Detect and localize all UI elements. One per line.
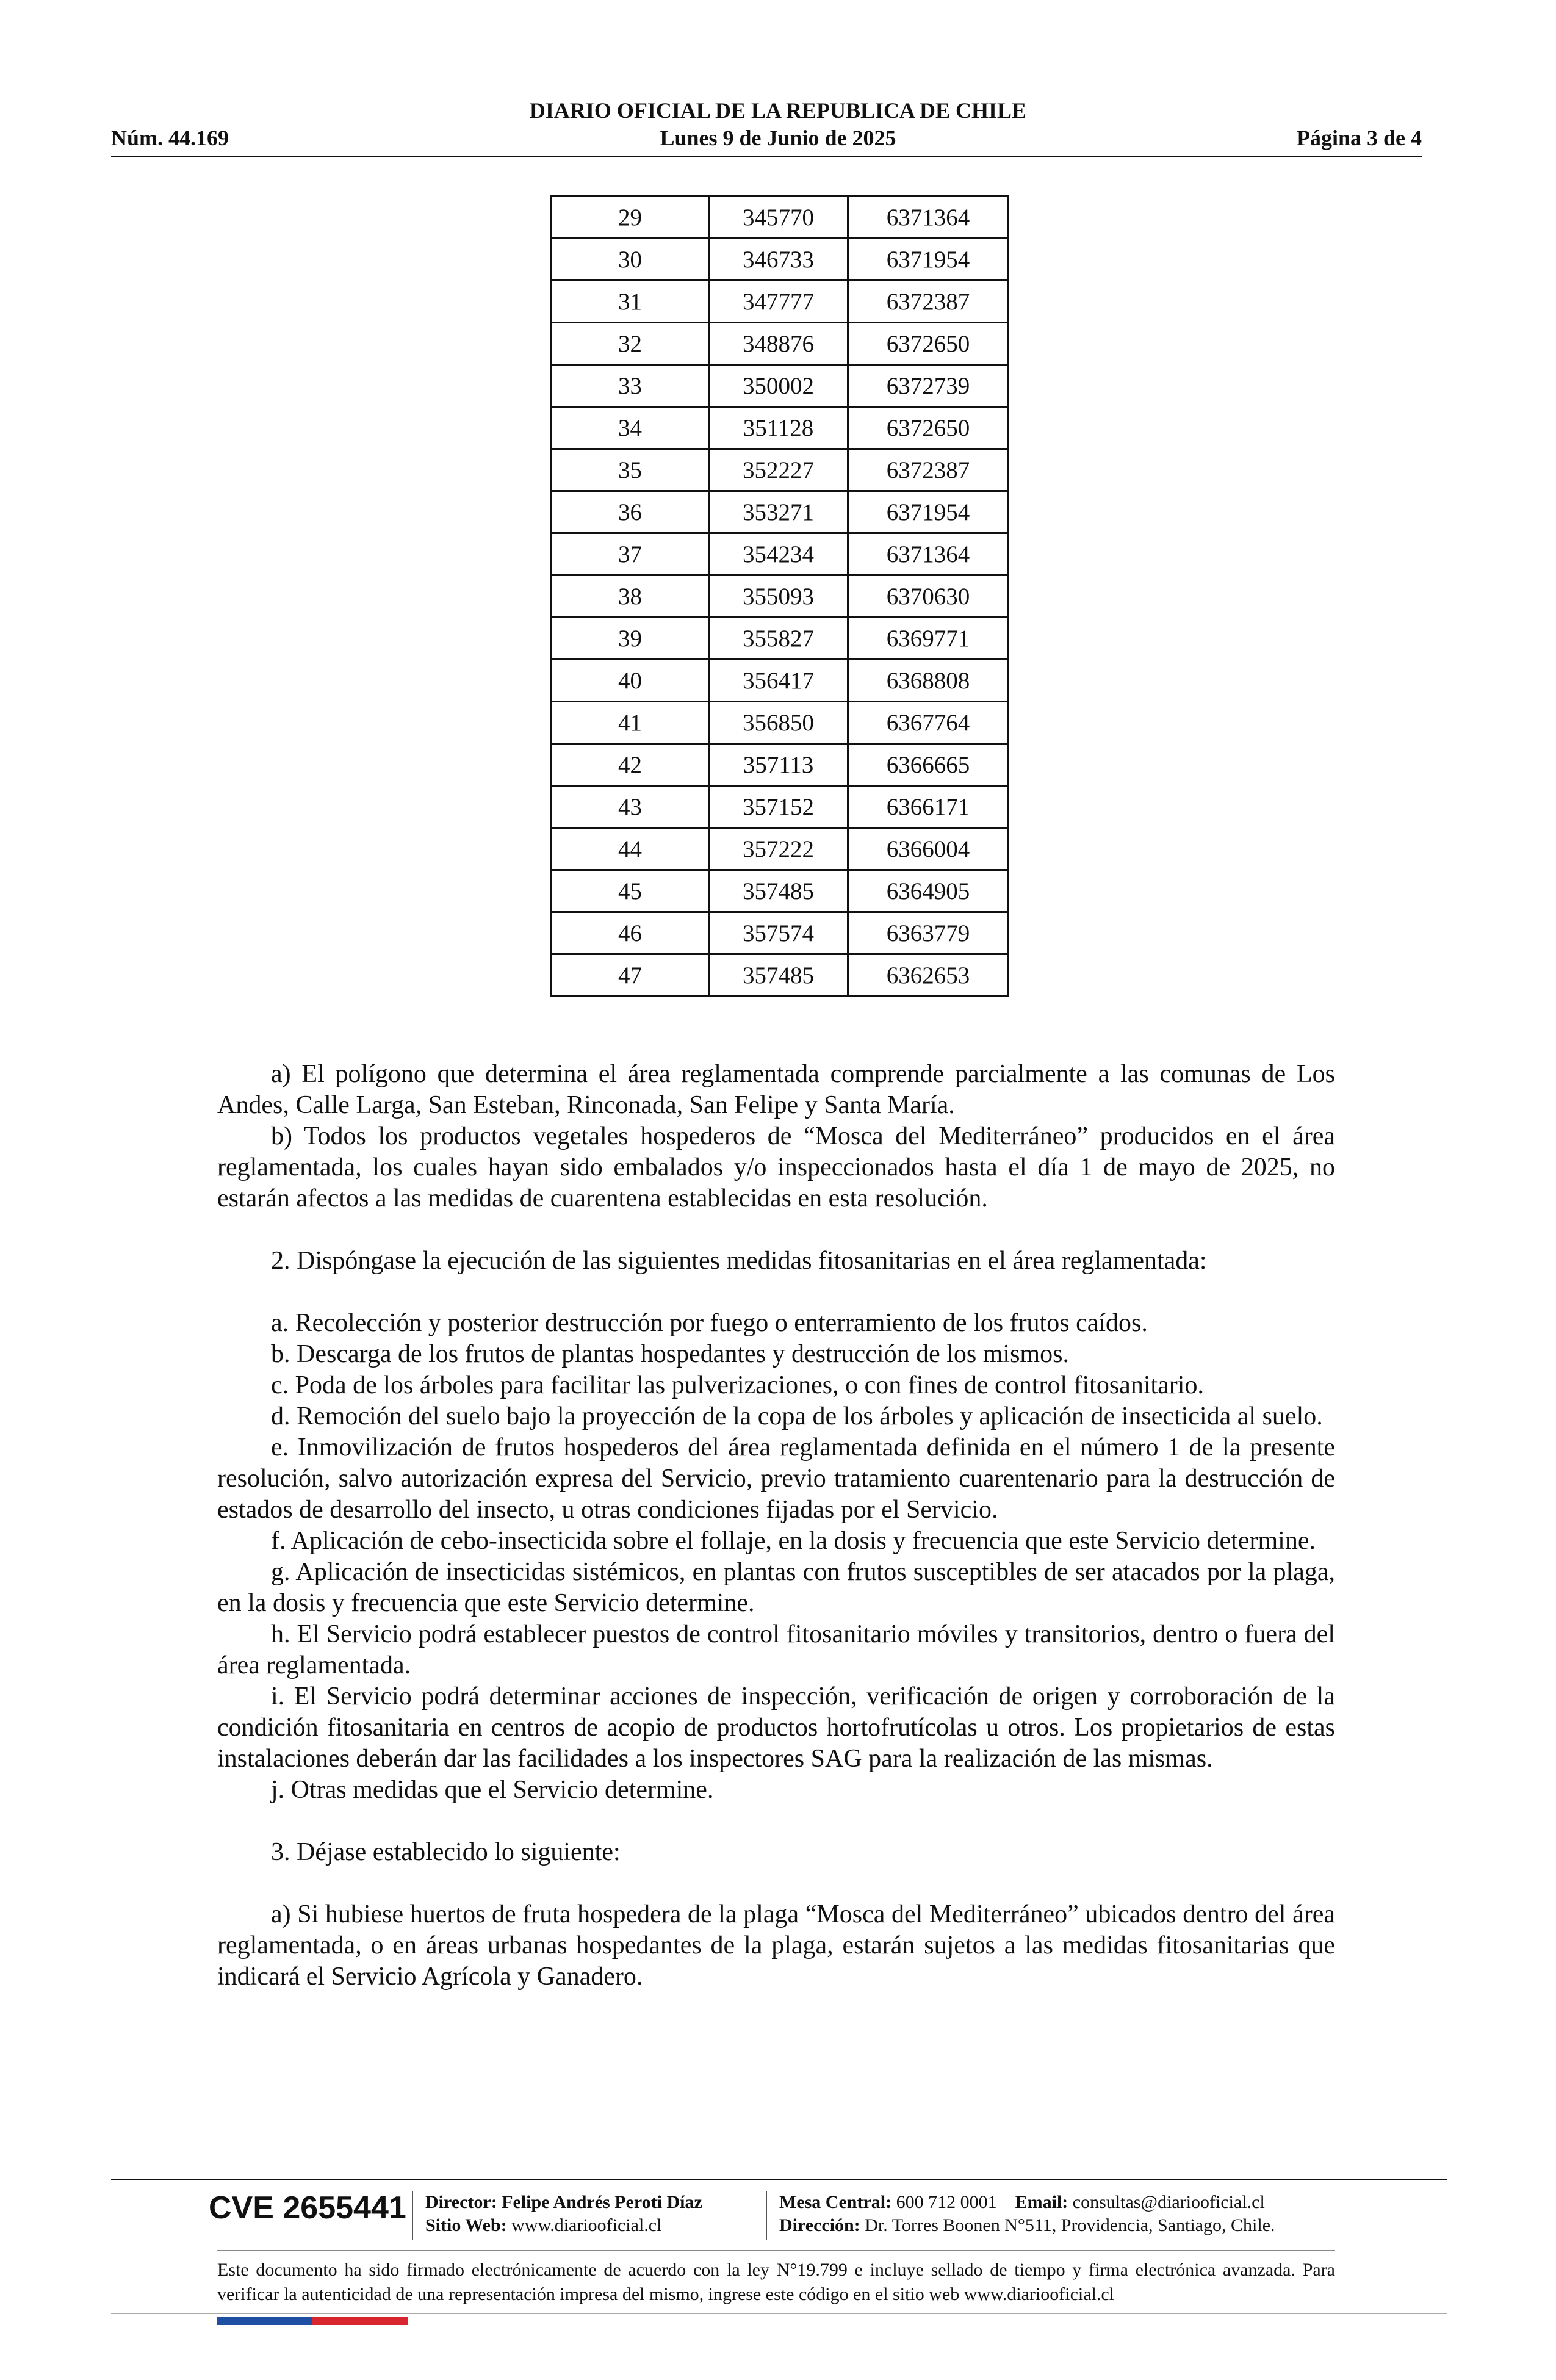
- northing-cell: 6367764: [848, 702, 1009, 744]
- easting-cell: 356417: [709, 660, 848, 702]
- table-row: [552, 660, 1009, 702]
- measure-f: f. Aplicación de cebo-insecticida sobre el follaje, en la dosis y frecuencia que este Servicio determine.: [271, 1527, 1316, 1555]
- table-row: [552, 828, 1009, 870]
- table-row: [552, 281, 1009, 323]
- address-label: Dirección:: [779, 2215, 860, 2235]
- address-value: Dr. Torres Boonen N°511, Providencia, Santiago, Chile.: [865, 2215, 1275, 2235]
- legal-notice: Este documento ha sido firmado electrónicamente de acuerdo con la ley N°19.799 e incluye sellado de tiempo y firma electrónica avanzada. Para verificar la autenticidad de una representación impresa del mismo, ingrese este código en el sitio web www.diariooficial.cl: [217, 2260, 1335, 2304]
- table-row: [552, 407, 1009, 449]
- table-row: [552, 912, 1009, 954]
- table-row: [552, 491, 1009, 533]
- northing-cell: 6372650: [848, 323, 1009, 365]
- measure-j: j. Otras medidas que el Servicio determine.: [271, 1776, 714, 1804]
- point-number-cell: 29: [552, 197, 709, 239]
- table-row: [552, 239, 1009, 281]
- easting-cell: 357485: [709, 870, 848, 912]
- paragraph-b: b) Todos los productos vegetales hospederos de “Mosca del Mediterráneo” producidos en el área reglamentada, los cuales hayan sido embalados y/o inspeccionados hasta el día 1 de mayo de 2025, no estarán afectos a las medidas de cuarentena establecidas en esta resolución.: [217, 1122, 1335, 1213]
- point-number-cell: 47: [552, 954, 709, 997]
- footer-director-block: [425, 2191, 702, 2237]
- coordinates-table-body: [552, 197, 1009, 997]
- footer-inner-divider: [217, 2250, 1335, 2251]
- easting-cell: 357152: [709, 786, 848, 828]
- easting-cell: 355827: [709, 618, 848, 660]
- northing-cell: 6372650: [848, 407, 1009, 449]
- measure-b: b. Descarga de los frutos de plantas hospedantes y destrucción de los mismos.: [271, 1340, 1069, 1368]
- paragraph-3a: a) Si hubiese huertos de fruta hospedera de la plaga “Mosca del Mediterráneo” ubicados dentro del área reglamentada, o en áreas urbanas hospedantes de la plaga, estarán sujetos a las medidas fitosanitarias que indicará el Servicio Agrícola y Ganadero.: [217, 1900, 1335, 1991]
- northing-cell: 6371954: [848, 239, 1009, 281]
- easting-cell: 351128: [709, 407, 848, 449]
- measure-a: a. Recolección y posterior destrucción por fuego o enterramiento de los frutos caídos.: [271, 1309, 1148, 1337]
- table-row: [552, 870, 1009, 912]
- northing-cell: 6364905: [848, 870, 1009, 912]
- measure-h: h. El Servicio podrá establecer puestos de control fitosanitario móviles y transitorios, dentro o fuera del área reglamentada.: [217, 1620, 1335, 1679]
- easting-cell: 347777: [709, 281, 848, 323]
- northing-cell: 6366665: [848, 744, 1009, 786]
- point-number-cell: 44: [552, 828, 709, 870]
- mesa-phone: 600 712 0001: [896, 2192, 997, 2212]
- easting-cell: 355093: [709, 575, 848, 618]
- northing-cell: 6372387: [848, 449, 1009, 491]
- footer-separator: [766, 2191, 767, 2240]
- email-link[interactable]: consultas@diariooficial.cl: [1072, 2192, 1265, 2212]
- northing-cell: 6363779: [848, 912, 1009, 954]
- point-number-cell: 34: [552, 407, 709, 449]
- email-label: Email:: [1015, 2192, 1068, 2212]
- table-row: [552, 449, 1009, 491]
- easting-cell: 348876: [709, 323, 848, 365]
- paragraph-a: a) El polígono que determina el área reglamentada comprende parcialmente a las comunas de Los Andes, Calle Larga, San Esteban, Rinconada, San Felipe y Santa María.: [217, 1060, 1335, 1119]
- measure-e: e. Inmovilización de frutos hospederos del área reglamentada definida en el número 1 de la presente resolución, salvo autorización expresa del Servicio, previo tratamiento cuarentenario para la destrucción de estados de desarrollo del insecto, u otras condiciones fijadas por el Servicio.: [217, 1433, 1335, 1524]
- gazette-title: DIARIO OFICIAL DE LA REPUBLICA DE CHILE: [529, 98, 1027, 123]
- northing-cell: 6371364: [848, 533, 1009, 575]
- point-number-cell: 40: [552, 660, 709, 702]
- measure-i: i. El Servicio podrá determinar acciones de inspección, verificación de origen y corroboración de la condición fitosanitaria en centros de acopio de productos hortofrutícolas u otros. Los propietarios de estas instalaciones deberán dar las facilidades a los inspectores SAG para la realización de las mismas.: [217, 1682, 1335, 1773]
- table-row: [552, 197, 1009, 239]
- point-number-cell: 41: [552, 702, 709, 744]
- northing-cell: 6369771: [848, 618, 1009, 660]
- table-row: [552, 575, 1009, 618]
- point-number-cell: 38: [552, 575, 709, 618]
- easting-cell: 356850: [709, 702, 848, 744]
- table-row: [552, 744, 1009, 786]
- point-number-cell: 39: [552, 618, 709, 660]
- table-row: [552, 618, 1009, 660]
- issue-number: Núm. 44.169: [111, 126, 229, 150]
- point-number-cell: 43: [552, 786, 709, 828]
- point-number-cell: 30: [552, 239, 709, 281]
- easting-cell: 357574: [709, 912, 848, 954]
- paragraph-3: 3. Déjase establecido lo siguiente:: [271, 1838, 621, 1866]
- northing-cell: 6370630: [848, 575, 1009, 618]
- northing-cell: 6366171: [848, 786, 1009, 828]
- easting-cell: 354234: [709, 533, 848, 575]
- northing-cell: 6366004: [848, 828, 1009, 870]
- footer-divider: [111, 2179, 1447, 2180]
- point-number-cell: 33: [552, 365, 709, 407]
- measure-d: d. Remoción del suelo bajo la proyección de la copa de los árboles y aplicación de insecticida al suelo.: [271, 1402, 1323, 1430]
- easting-cell: 352227: [709, 449, 848, 491]
- flag-stripe-red: [312, 2317, 408, 2325]
- easting-cell: 357113: [709, 744, 848, 786]
- website-label: Sitio Web:: [425, 2215, 507, 2235]
- cve-code: CVE 2655441: [209, 2190, 406, 2226]
- mesa-label: Mesa Central:: [779, 2192, 892, 2212]
- easting-cell: 353271: [709, 491, 848, 533]
- table-row: [552, 702, 1009, 744]
- northing-cell: 6368808: [848, 660, 1009, 702]
- table-row: [552, 954, 1009, 997]
- resolution-body: [217, 1059, 1335, 1992]
- point-number-cell: 35: [552, 449, 709, 491]
- table-row: [552, 533, 1009, 575]
- easting-cell: 357485: [709, 954, 848, 997]
- footer-contact-block: [779, 2191, 1275, 2237]
- northing-cell: 6371364: [848, 197, 1009, 239]
- footer-bottom-divider: [111, 2313, 1447, 2314]
- point-number-cell: 31: [552, 281, 709, 323]
- director-label: Director:: [425, 2192, 497, 2212]
- table-row: [552, 323, 1009, 365]
- footer-separator: [412, 2191, 413, 2240]
- point-number-cell: 32: [552, 323, 709, 365]
- easting-cell: 345770: [709, 197, 848, 239]
- easting-cell: 357222: [709, 828, 848, 870]
- northing-cell: 6371954: [848, 491, 1009, 533]
- point-number-cell: 45: [552, 870, 709, 912]
- flag-stripe-blue: [217, 2317, 312, 2325]
- northing-cell: 6362653: [848, 954, 1009, 997]
- website-link[interactable]: www.diariooficial.cl: [511, 2215, 662, 2235]
- easting-cell: 346733: [709, 239, 848, 281]
- point-number-cell: 37: [552, 533, 709, 575]
- issue-date: Lunes 9 de Junio de 2025: [660, 126, 896, 150]
- table-row: [552, 786, 1009, 828]
- page-indicator: Página 3 de 4: [1296, 126, 1422, 150]
- director-name: Felipe Andrés Peroti Díaz: [502, 2192, 702, 2212]
- northing-cell: 6372739: [848, 365, 1009, 407]
- northing-cell: 6372387: [848, 281, 1009, 323]
- coordinates-table: [550, 195, 1009, 997]
- point-number-cell: 42: [552, 744, 709, 786]
- measure-g: g. Aplicación de insecticidas sistémicos, en plantas con frutos susceptibles de ser atacados por la plaga, en la dosis y frecuencia que este Servicio determine.: [217, 1558, 1335, 1617]
- easting-cell: 350002: [709, 365, 848, 407]
- point-number-cell: 36: [552, 491, 709, 533]
- table-row: [552, 365, 1009, 407]
- point-number-cell: 46: [552, 912, 709, 954]
- header-divider: [111, 156, 1422, 157]
- paragraph-2: 2. Dispóngase la ejecución de las siguientes medidas fitosanitarias en el área reglamentada:: [271, 1247, 1207, 1275]
- measure-c: c. Poda de los árboles para facilitar las pulverizaciones, o con fines de control fitosanitario.: [271, 1371, 1204, 1399]
